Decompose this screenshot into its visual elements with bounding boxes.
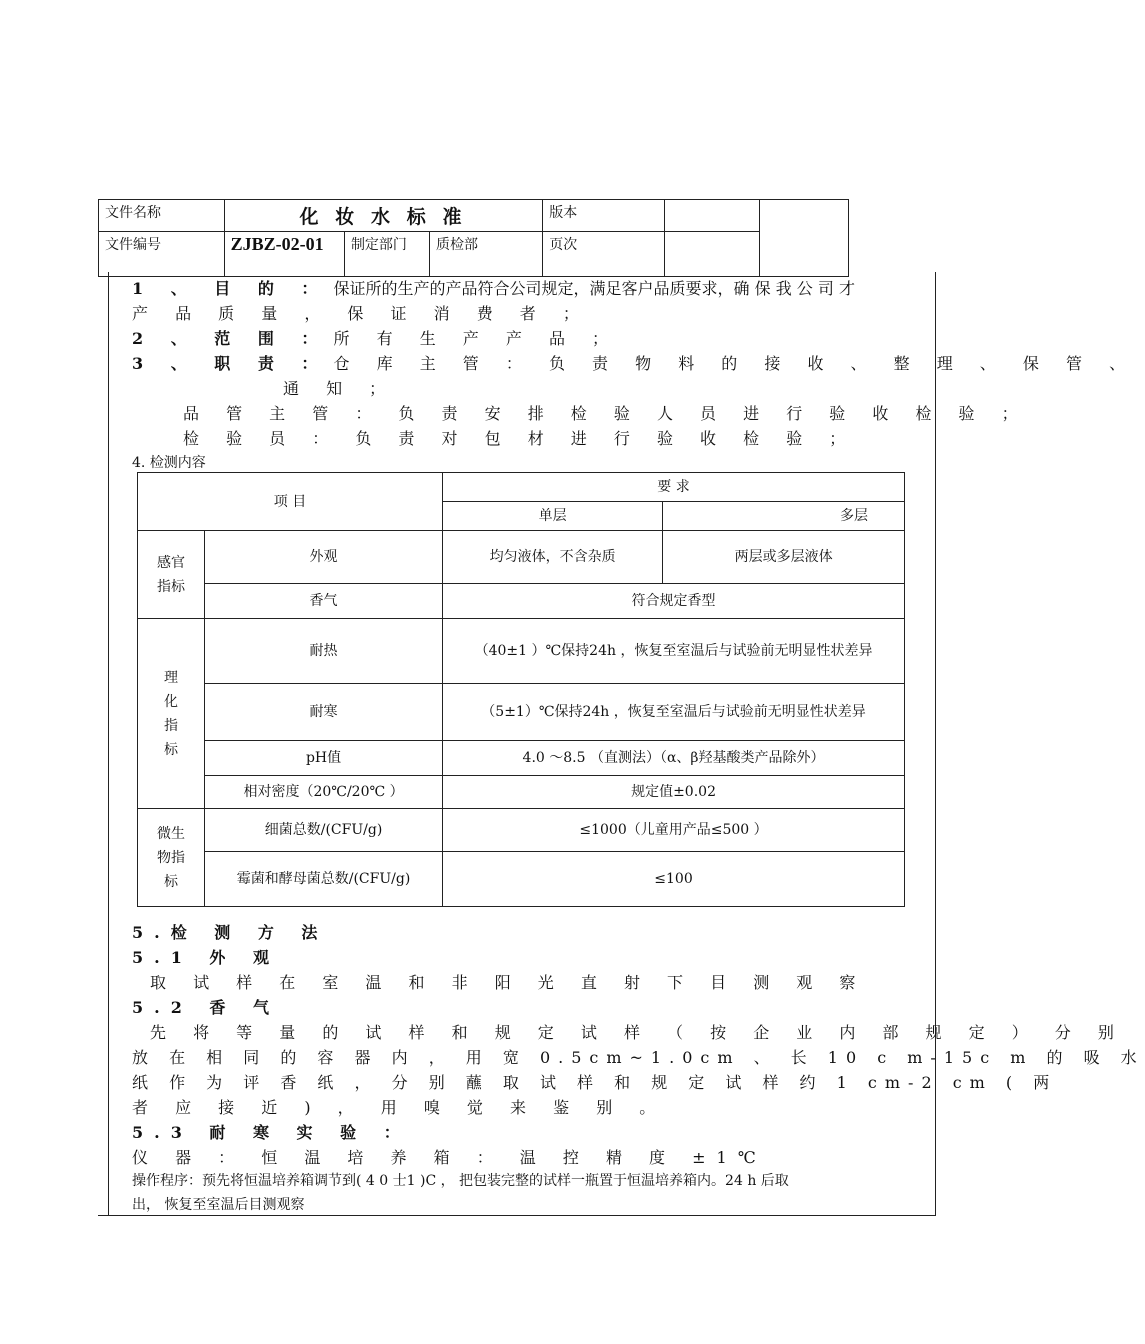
section-3-line-a	[132, 351, 1136, 374]
row-appearance-item: 外观	[205, 531, 443, 584]
frame-left-border	[108, 272, 109, 1216]
section-1-heading: 1 、 目 的 ：	[132, 279, 329, 298]
row-ph-req: 4.0 ～8.5 （直测法）（α、β羟基酸类产品除外）	[443, 741, 905, 776]
row-bacteria-item: 细菌总数/(CFU/g)	[205, 809, 443, 852]
row-mold-req: ≤100	[443, 852, 905, 907]
section-5-2-heading: 5.2 香 气	[132, 998, 280, 1017]
section-5-3-heading: 5.3 耐 寒 实 验 ：	[132, 1123, 411, 1142]
section-5-heading: 5.检 测 方 法	[132, 923, 329, 942]
row-heat-req: （40±1 ）℃保持24h ，恢复至室温后与试验前无明显性状差异	[443, 619, 905, 684]
dept-label: 制定部门	[344, 232, 429, 277]
section-2-heading: 2 、 范 围 ：	[132, 329, 329, 348]
section-2-text: 所 有 生 产 产 品 ；	[333, 329, 620, 348]
section-1-line-a	[132, 276, 855, 299]
row-ph-item: pH值	[205, 741, 443, 776]
header-blank-cell	[760, 200, 849, 277]
page-value	[665, 232, 760, 277]
section-5-1-text: 取 试 样 在 室 温 和 非 阳 光 直 射 下 目 测 观 察	[150, 973, 867, 992]
doc-no: ZJBZ-02-01	[224, 232, 344, 277]
col-req-header: 要 求	[443, 473, 905, 502]
doc-name-label: 文件名称	[99, 200, 225, 232]
inspection-spec-table	[137, 472, 905, 907]
row-appearance-single: 均匀液体，不含杂质	[443, 531, 663, 584]
row-fragrance-req: 符合规定香型	[443, 584, 905, 619]
col-multi-header: 多层	[663, 502, 905, 531]
section-5-1-heading: 5.1 外 观	[132, 948, 280, 967]
section-3-heading: 3 、 职 责 ：	[132, 354, 329, 373]
doc-no-label: 文件编号	[99, 232, 225, 277]
row-density-item: 相对密度（20℃/20℃ ）	[205, 776, 443, 809]
group-physchem: 理 化 指 标	[138, 619, 205, 809]
row-fragrance-item: 香气	[205, 584, 443, 619]
section-4-heading: 4. 检测内容	[132, 455, 206, 471]
section-3-text-c: 品 管 主 管 ： 负 责 安 排 检 验 人 员 进 行 验 收 检 验 ；	[183, 404, 1029, 423]
document-header-table	[98, 199, 849, 277]
row-appearance-multi: 两层或多层液体	[663, 531, 905, 584]
section-5-2-text-b: 放 在 相 同 的 容 器 内 ， 用 宽 0.5cm~1.0cm 、 长 10 c m-15c m 的 吸 水	[132, 1048, 1145, 1067]
col-item-header: 项 目	[138, 473, 443, 531]
section-2-line	[132, 326, 619, 349]
row-cold-req: （5±1）℃保持24h ，恢复至室温后与试验前无明显性状差异	[443, 684, 905, 741]
section-5-3-text-b: 操作程序：预先将恒温培养箱调节到( 4 0 士1 )C ， 把包装完整的试样一瓶置于恒温培养箱内。24 h 后取	[132, 1173, 789, 1189]
row-mold-item: 霉菌和酵母菌总数/(CFU/g)	[205, 852, 443, 907]
row-heat-item: 耐热	[205, 619, 443, 684]
group-microbial: 微生 物指 标	[138, 809, 205, 907]
section-3-text-d: 检 验 员 ： 负 责 对 包 材 进 行 验 收 检 验 ；	[183, 429, 857, 448]
section-3-text-b: 通 知 ；	[283, 379, 397, 398]
section-1-text-b: 产 品 质 量 ， 保 证 消 费 者 ；	[132, 304, 590, 323]
page-label: 页次	[543, 232, 665, 277]
dept-value: 质检部	[430, 232, 543, 277]
col-single-header: 单层	[443, 502, 663, 531]
section-5-2-text-d: 者 应 接 近 ) ， 用 嗅 觉 来 鉴 别 。	[132, 1098, 667, 1117]
section-5-2-text-a: 先 将 等 量 的 试 样 和 规 定 试 样 （ 按 企 业 内 部 规 定 ） 分 别	[150, 1023, 1125, 1042]
version-label: 版本	[543, 200, 665, 232]
doc-title: 化 妆 水 标 准	[224, 200, 543, 232]
section-5-3-text-c: 出， 恢复至室温后目测观察	[132, 1197, 305, 1213]
section-1-text-a: 保证所的生产的产品符合公司规定，满足客户品质要求，确 保 我 公 司 才	[333, 279, 855, 298]
group-sensory: 感官 指标	[138, 531, 205, 619]
version-value	[665, 200, 760, 232]
section-3-text-a: 仓 库 主 管 ： 负 责 物 料 的 接 收 、 整 理 、 保 管 、	[333, 354, 1137, 373]
row-cold-item: 耐寒	[205, 684, 443, 741]
row-density-req: 规定值±0.02	[443, 776, 905, 809]
section-5-3-text-a: 仪 器 ： 恒 温 培 养 箱 ： 温 控 精 度 ±1℃	[132, 1148, 767, 1167]
frame-bottom-border	[98, 1215, 936, 1216]
section-5-2-text-c: 纸 作 为 评 香 纸 ， 分 别 蘸 取 试 样 和 规 定 试 样 约 1 cm-2 cm ( 两	[132, 1073, 1058, 1092]
row-bacteria-req: ≤1000（儿童用产品≤500 ）	[443, 809, 905, 852]
